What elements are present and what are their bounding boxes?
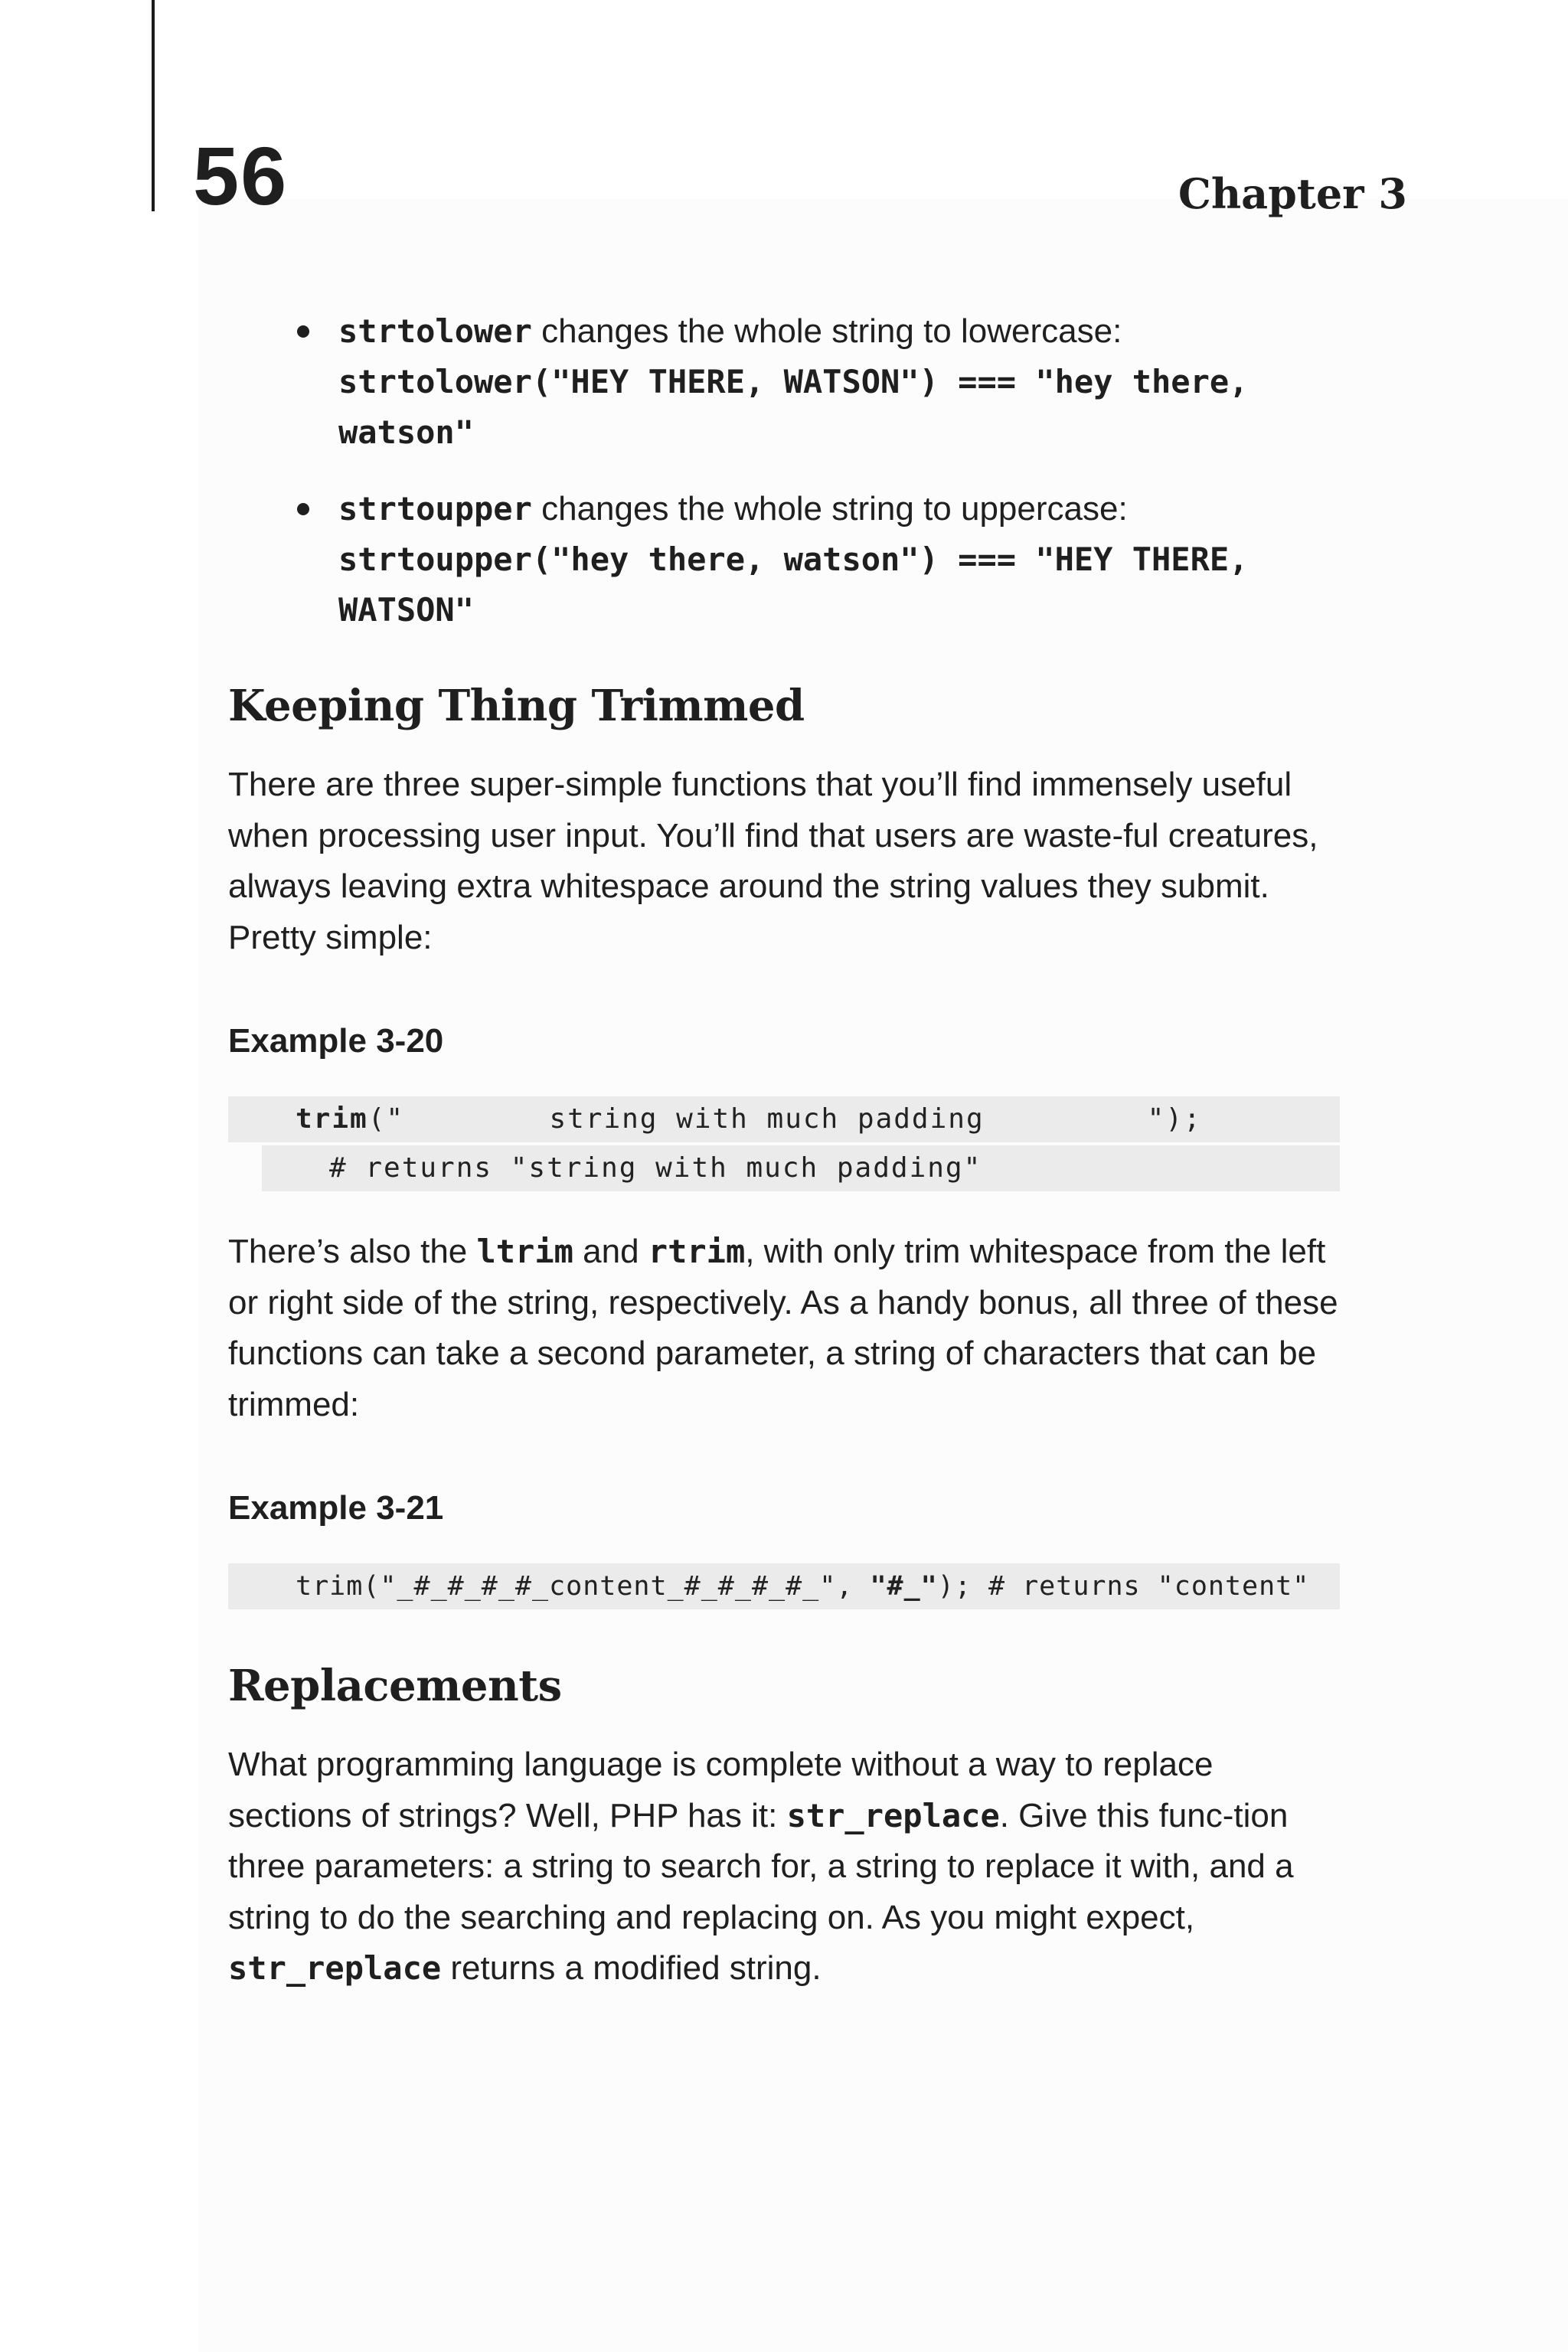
bullet-icon xyxy=(297,325,309,338)
function-example: strtoupper("hey there, watson") === "HEY THERE, WATSON" xyxy=(338,541,1249,629)
text-run: What programming language is complete without a way to replace sections of strings? Well, PHP has it: xyxy=(228,1746,1214,1834)
page-number: 56 xyxy=(193,129,289,222)
function-name: strtolower xyxy=(338,312,532,350)
bullet-icon xyxy=(297,503,309,515)
list-item xyxy=(228,484,1340,635)
page-content xyxy=(228,306,1340,1994)
section-heading-trimmed: Keeping Thing Trimmed xyxy=(228,681,805,731)
inline-code-str-replace: str_replace xyxy=(786,1796,1000,1834)
ltrim-rtrim-paragraph xyxy=(228,1227,1340,1430)
code-arguments: (" string with much padding "); xyxy=(368,1103,1202,1135)
code-line xyxy=(228,1096,1340,1142)
code-argument: "#_" xyxy=(870,1571,938,1602)
code-call: trim("_#_#_#_#_content_#_#_#_#_", xyxy=(296,1571,871,1602)
function-description: changes the whole string to uppercase: xyxy=(531,490,1128,528)
code-function: trim xyxy=(296,1103,368,1135)
code-comment-line: # returns "string with much padding" xyxy=(262,1145,1340,1191)
example-title: Example 3-21 xyxy=(228,1489,444,1527)
function-example: strtolower("HEY THERE, WATSON") === "hey there, watson" xyxy=(338,363,1249,451)
trim-intro-paragraph: There are three super-simple functions that you’ll find immensely useful when processing user input. You’ll find that users are waste-ful creatures, always leaving extra whitespace around the string values they submit. Pretty simple: xyxy=(228,766,1318,956)
list-item xyxy=(228,306,1340,458)
replacements-paragraph xyxy=(228,1740,1340,1994)
code-line xyxy=(228,1563,1340,1609)
function-description: changes the whole string to lowercase: xyxy=(531,312,1122,350)
inline-code-rtrim: rtrim xyxy=(648,1233,746,1270)
function-name: strtoupper xyxy=(338,490,532,528)
text-run: , with only trim whitespace from the left or right side of the string, respectively. As a handy bonus, all three of these functions can take a second parameter, a string of characters that can be trimmed: xyxy=(228,1233,1338,1423)
inline-code-ltrim: ltrim xyxy=(476,1233,573,1270)
section-heading-replacements: Replacements xyxy=(228,1661,562,1711)
text-run: and xyxy=(573,1233,648,1270)
text-run: . Give this func-tion three parameters: a string to search for, a string to replace it with, and a string to do the searching and replacing on. As you might expect, xyxy=(228,1796,1294,1936)
chapter-label: Chapter 3 xyxy=(1178,169,1407,218)
example-title: Example 3-20 xyxy=(228,1022,444,1060)
function-list xyxy=(228,306,1340,635)
inline-code-str-replace: str_replace xyxy=(228,1949,442,1987)
text-run: returns a modified string. xyxy=(441,1949,822,1987)
header-rule xyxy=(152,0,155,211)
code-comment: ); # returns "content" xyxy=(937,1571,1310,1602)
text-run: There’s also the xyxy=(228,1233,477,1270)
